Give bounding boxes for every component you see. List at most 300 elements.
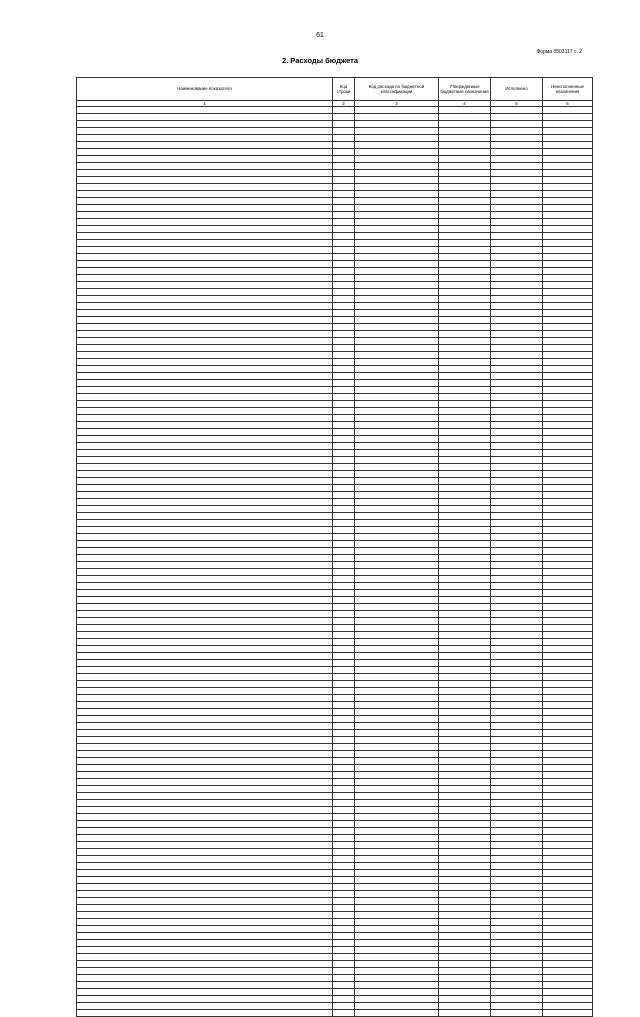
table-row [77,212,593,219]
row-classification-code-cell [355,681,439,688]
row-classification-code-cell [355,947,439,954]
row-executed-cell [491,212,543,219]
row-classification-code-cell [355,457,439,464]
row-approved-cell [439,205,491,212]
row-unexecuted-cell [543,828,593,835]
row-executed-cell [491,548,543,555]
table-row [77,975,593,982]
row-name-cell [77,828,333,835]
row-name-cell [77,373,333,380]
table-row [77,352,593,359]
row-name-cell [77,842,333,849]
row-executed-cell [491,359,543,366]
row-name-cell [77,576,333,583]
row-name-cell [77,338,333,345]
row-line-code-cell [333,499,355,506]
row-classification-code-cell [355,394,439,401]
table-row [77,702,593,709]
row-classification-code-cell [355,527,439,534]
row-line-code-cell [333,583,355,590]
row-line-code-cell [333,149,355,156]
row-line-code-cell [333,968,355,975]
row-executed-cell [491,702,543,709]
table-row [77,912,593,919]
row-executed-cell [491,667,543,674]
row-classification-code-cell [355,128,439,135]
table-row [77,450,593,457]
column-number: 2 [333,101,355,107]
row-executed-cell [491,996,543,1003]
row-name-cell [77,905,333,912]
column-header-classification-code: Код расхода по бюджетной классификации [355,78,439,101]
row-name-cell [77,856,333,863]
row-classification-code-cell [355,968,439,975]
row-classification-code-cell [355,611,439,618]
table-row [77,380,593,387]
row-unexecuted-cell [543,415,593,422]
row-name-cell [77,359,333,366]
row-line-code-cell [333,219,355,226]
table-row [77,513,593,520]
row-executed-cell [491,632,543,639]
row-unexecuted-cell [543,912,593,919]
table-row [77,590,593,597]
table-row [77,492,593,499]
row-name-cell [77,891,333,898]
row-unexecuted-cell [543,240,593,247]
row-approved-cell [439,877,491,884]
row-approved-cell [439,737,491,744]
row-line-code-cell [333,128,355,135]
row-executed-cell [491,415,543,422]
row-approved-cell [439,597,491,604]
row-approved-cell [439,786,491,793]
row-line-code-cell [333,891,355,898]
row-name-cell [77,450,333,457]
row-approved-cell [439,576,491,583]
row-executed-cell [491,765,543,772]
table-header [77,78,593,107]
row-unexecuted-cell [543,541,593,548]
row-approved-cell [439,422,491,429]
row-name-cell [77,730,333,737]
row-executed-cell [491,800,543,807]
row-line-code-cell [333,604,355,611]
row-classification-code-cell [355,807,439,814]
row-executed-cell [491,170,543,177]
row-approved-cell [439,352,491,359]
row-line-code-cell [333,940,355,947]
row-classification-code-cell [355,863,439,870]
row-unexecuted-cell [543,387,593,394]
row-unexecuted-cell [543,926,593,933]
row-executed-cell [491,471,543,478]
table-row [77,394,593,401]
table-row [77,968,593,975]
row-classification-code-cell [355,632,439,639]
row-classification-code-cell [355,884,439,891]
table-row [77,436,593,443]
row-unexecuted-cell [543,506,593,513]
row-approved-cell [439,954,491,961]
row-line-code-cell [333,695,355,702]
table-row [77,576,593,583]
table-row [77,947,593,954]
row-line-code-cell [333,919,355,926]
row-name-cell [77,786,333,793]
row-unexecuted-cell [543,303,593,310]
row-approved-cell [439,583,491,590]
row-unexecuted-cell [543,681,593,688]
row-classification-code-cell [355,254,439,261]
row-classification-code-cell [355,555,439,562]
row-line-code-cell [333,835,355,842]
row-line-code-cell [333,989,355,996]
row-executed-cell [491,688,543,695]
row-unexecuted-cell [543,471,593,478]
row-approved-cell [439,562,491,569]
table-row [77,156,593,163]
table-row [77,331,593,338]
row-approved-cell [439,870,491,877]
row-line-code-cell [333,772,355,779]
table-row [77,268,593,275]
row-executed-cell [491,940,543,947]
row-approved-cell [439,247,491,254]
table-row [77,793,593,800]
row-executed-cell [491,380,543,387]
row-executed-cell [491,492,543,499]
row-executed-cell [491,464,543,471]
row-executed-cell [491,779,543,786]
table-row [77,653,593,660]
row-classification-code-cell [355,933,439,940]
row-classification-code-cell [355,723,439,730]
row-classification-code-cell [355,471,439,478]
row-name-cell [77,380,333,387]
row-executed-cell [491,863,543,870]
row-classification-code-cell [355,415,439,422]
row-approved-cell [439,800,491,807]
row-approved-cell [439,688,491,695]
table-row [77,884,593,891]
row-name-cell [77,170,333,177]
row-line-code-cell [333,198,355,205]
row-executed-cell [491,954,543,961]
row-executed-cell [491,653,543,660]
row-executed-cell [491,618,543,625]
row-classification-code-cell [355,261,439,268]
row-unexecuted-cell [543,366,593,373]
table-row [77,933,593,940]
row-classification-code-cell [355,135,439,142]
row-name-cell [77,702,333,709]
row-classification-code-cell [355,667,439,674]
row-approved-cell [439,639,491,646]
row-classification-code-cell [355,646,439,653]
row-approved-cell [439,660,491,667]
row-unexecuted-cell [543,268,593,275]
table-row [77,310,593,317]
row-classification-code-cell [355,926,439,933]
row-line-code-cell [333,744,355,751]
row-unexecuted-cell [543,800,593,807]
table-row [77,772,593,779]
row-unexecuted-cell [543,345,593,352]
row-name-cell [77,758,333,765]
row-approved-cell [439,765,491,772]
row-executed-cell [491,366,543,373]
column-number: 5 [491,101,543,107]
row-name-cell [77,534,333,541]
table-row [77,800,593,807]
table-row [77,261,593,268]
row-unexecuted-cell [543,758,593,765]
row-line-code-cell [333,380,355,387]
row-unexecuted-cell [543,121,593,128]
row-executed-cell [491,205,543,212]
table-row [77,891,593,898]
row-executed-cell [491,226,543,233]
table-row [77,786,593,793]
row-executed-cell [491,681,543,688]
table-row [77,338,593,345]
row-approved-cell [439,156,491,163]
row-classification-code-cell [355,156,439,163]
row-name-cell [77,478,333,485]
row-unexecuted-cell [543,275,593,282]
row-line-code-cell [333,464,355,471]
row-executed-cell [491,317,543,324]
row-unexecuted-cell [543,331,593,338]
row-executed-cell [491,520,543,527]
row-name-cell [77,464,333,471]
row-classification-code-cell [355,569,439,576]
row-classification-code-cell [355,289,439,296]
row-unexecuted-cell [543,107,593,114]
table-row [77,401,593,408]
row-executed-cell [491,247,543,254]
table-row [77,779,593,786]
row-unexecuted-cell [543,898,593,905]
table-row [77,506,593,513]
row-line-code-cell [333,114,355,121]
row-unexecuted-cell [543,786,593,793]
row-approved-cell [439,828,491,835]
row-name-cell [77,646,333,653]
row-name-cell [77,667,333,674]
row-executed-cell [491,569,543,576]
row-line-code-cell [333,513,355,520]
row-classification-code-cell [355,219,439,226]
row-line-code-cell [333,856,355,863]
row-executed-cell [491,793,543,800]
row-line-code-cell [333,191,355,198]
table-row [77,415,593,422]
row-classification-code-cell [355,352,439,359]
row-unexecuted-cell [543,317,593,324]
table-row [77,737,593,744]
table-row [77,422,593,429]
row-line-code-cell [333,611,355,618]
row-approved-cell [439,632,491,639]
row-unexecuted-cell [543,625,593,632]
row-approved-cell [439,891,491,898]
row-approved-cell [439,779,491,786]
row-unexecuted-cell [543,527,593,534]
row-unexecuted-cell [543,429,593,436]
row-approved-cell [439,415,491,422]
row-line-code-cell [333,254,355,261]
row-line-code-cell [333,933,355,940]
row-unexecuted-cell [543,149,593,156]
row-line-code-cell [333,541,355,548]
row-executed-cell [491,982,543,989]
row-approved-cell [439,604,491,611]
row-executed-cell [491,660,543,667]
row-classification-code-cell [355,163,439,170]
row-executed-cell [491,926,543,933]
row-classification-code-cell [355,443,439,450]
row-line-code-cell [333,730,355,737]
row-approved-cell [439,849,491,856]
row-unexecuted-cell [543,450,593,457]
row-classification-code-cell [355,520,439,527]
row-name-cell [77,422,333,429]
row-name-cell [77,1010,333,1017]
row-unexecuted-cell [543,548,593,555]
row-classification-code-cell [355,436,439,443]
row-classification-code-cell [355,275,439,282]
row-classification-code-cell [355,114,439,121]
row-approved-cell [439,702,491,709]
row-classification-code-cell [355,744,439,751]
row-unexecuted-cell [543,233,593,240]
row-name-cell [77,436,333,443]
row-executed-cell [491,646,543,653]
table-row [77,604,593,611]
table-row [77,863,593,870]
row-approved-cell [439,772,491,779]
row-approved-cell [439,317,491,324]
row-approved-cell [439,905,491,912]
row-line-code-cell [333,947,355,954]
row-classification-code-cell [355,870,439,877]
row-unexecuted-cell [543,695,593,702]
row-executed-cell [491,198,543,205]
row-classification-code-cell [355,954,439,961]
row-line-code-cell [333,597,355,604]
row-executed-cell [491,814,543,821]
row-unexecuted-cell [543,226,593,233]
table-row [77,135,593,142]
row-name-cell [77,807,333,814]
table-row [77,905,593,912]
row-approved-cell [439,947,491,954]
row-name-cell [77,443,333,450]
row-unexecuted-cell [543,205,593,212]
row-name-cell [77,520,333,527]
row-name-cell [77,128,333,135]
row-name-cell [77,331,333,338]
row-classification-code-cell [355,450,439,457]
row-name-cell [77,877,333,884]
row-classification-code-cell [355,303,439,310]
row-unexecuted-cell [543,877,593,884]
row-unexecuted-cell [543,492,593,499]
table-row [77,744,593,751]
row-classification-code-cell [355,506,439,513]
row-executed-cell [491,443,543,450]
table-row [77,366,593,373]
row-executed-cell [491,583,543,590]
table-row [77,408,593,415]
row-name-cell [77,569,333,576]
row-unexecuted-cell [543,597,593,604]
row-line-code-cell [333,674,355,681]
row-name-cell [77,898,333,905]
row-classification-code-cell [355,583,439,590]
row-classification-code-cell [355,989,439,996]
row-unexecuted-cell [543,716,593,723]
row-approved-cell [439,499,491,506]
row-name-cell [77,688,333,695]
row-line-code-cell [333,275,355,282]
row-executed-cell [491,408,543,415]
row-executed-cell [491,191,543,198]
row-classification-code-cell [355,408,439,415]
row-executed-cell [491,261,543,268]
table-row [77,485,593,492]
row-approved-cell [439,254,491,261]
row-line-code-cell [333,884,355,891]
row-name-cell [77,940,333,947]
row-executed-cell [491,912,543,919]
row-classification-code-cell [355,478,439,485]
table-row [77,443,593,450]
row-line-code-cell [333,324,355,331]
row-classification-code-cell [355,660,439,667]
row-classification-code-cell [355,324,439,331]
row-line-code-cell [333,751,355,758]
row-unexecuted-cell [543,380,593,387]
row-name-cell [77,681,333,688]
row-name-cell [77,597,333,604]
row-classification-code-cell [355,961,439,968]
row-approved-cell [439,170,491,177]
row-unexecuted-cell [543,520,593,527]
row-line-code-cell [333,471,355,478]
row-name-cell [77,562,333,569]
row-line-code-cell [333,121,355,128]
row-name-cell [77,625,333,632]
row-approved-cell [439,695,491,702]
row-unexecuted-cell [543,989,593,996]
row-approved-cell [439,492,491,499]
row-unexecuted-cell [543,1010,593,1017]
row-executed-cell [491,590,543,597]
row-approved-cell [439,555,491,562]
row-name-cell [77,548,333,555]
row-unexecuted-cell [543,975,593,982]
row-classification-code-cell [355,247,439,254]
column-header-approved: Утвержденные бюджетные назначения [439,78,491,101]
row-executed-cell [491,695,543,702]
row-executed-cell [491,506,543,513]
row-line-code-cell [333,569,355,576]
row-name-cell [77,506,333,513]
row-line-code-cell [333,667,355,674]
